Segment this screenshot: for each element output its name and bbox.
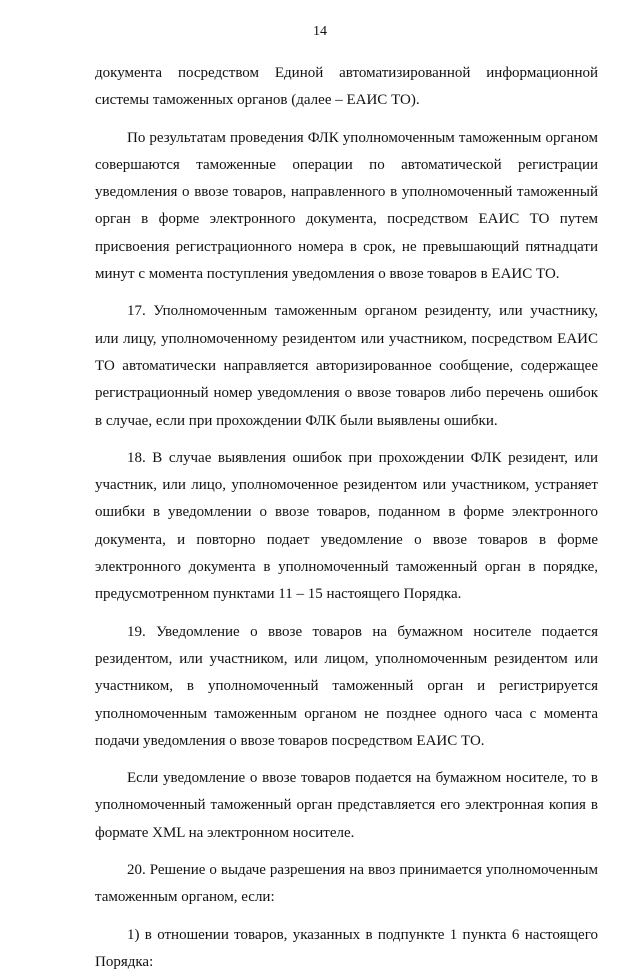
paragraph-flk-results: По результатам проведения ФЛК уполномоченным таможенным органом совершаются таможенные операции по автоматической регистрации уведомления о ввозе товаров, направленного в уполномоченный таможенный орган в форме электронного документа, посредством ЕАИС ТО путем присвоения регистрационного номера в срок, не превышающий пятнадцати минут с момента поступления уведомления о ввозе товаров в ЕАИС ТО.	[95, 129, 598, 283]
paragraph-item-20: 20. Решение о выдаче разрешения на ввоз принимается уполномоченным таможенным органом, если:	[95, 862, 598, 906]
document-body	[95, 60, 598, 976]
paragraph-item-17: 17. Уполномоченным таможенным органом резиденту, или участнику, или лицу, уполномоченному резидентом или участником, посредством ЕАИС ТО автоматически направляется авторизированное сообщение, содержащее регистрационный номер уведомления о ввозе товаров либо перечень ошибок в случае, если при прохождении ФЛК были выявлены ошибки.	[95, 303, 598, 429]
paragraph-item-18: 18. В случае выявления ошибок при прохождении ФЛК резидент, или участник, или лицо, уполномоченное резидентом или участником, устраняет ошибки в уведомлении о ввозе товаров, поданном в форме электронного документа, и повторно подает уведомление о ввозе товаров в форме электронного документа в уполномоченный таможенный орган в порядке, предусмотренном пунктами 11 – 15 настоящего Порядка.	[95, 449, 598, 603]
page-number: 14	[313, 24, 327, 39]
paragraph-continuation: документа посредством Единой автоматизированной информационной системы таможенных органов (далее – ЕАИС ТО).	[95, 65, 598, 109]
paragraph-subitem-1: 1) в отношении товаров, указанных в подпункте 1 пункта 6 настоящего Порядка:	[95, 926, 598, 970]
paragraph-paper-copy: Если уведомление о ввозе товаров подается на бумажном носителе, то в уполномоченный таможенный орган представляется его электронная копия в формате XML на электронном носителе.	[95, 770, 598, 841]
paragraph-item-19: 19. Уведомление о ввозе товаров на бумажном носителе подается резидентом, или участником, или лицом, уполномоченным резидентом или участником, в уполномоченный таможенный орган и регистрируется уполномоченным таможенным органом не позднее одного часа с момента подачи уведомления о ввозе товаров посредством ЕАИС ТО.	[95, 623, 598, 749]
